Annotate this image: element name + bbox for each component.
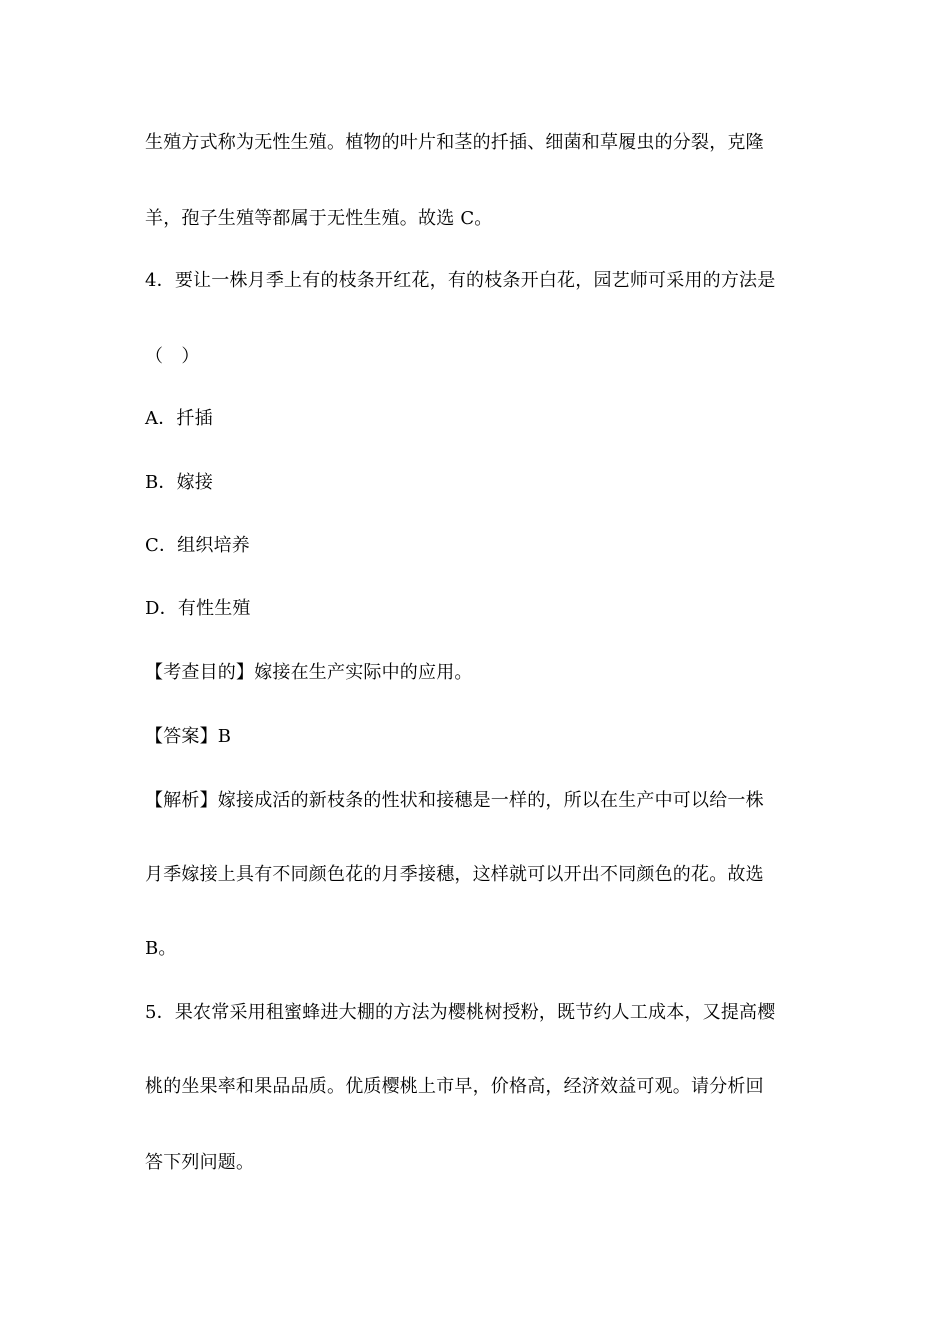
text-line-answer-conclusion: 羊，孢子生殖等都属于无性生殖。故选 C。 bbox=[145, 208, 493, 229]
question-4-analysis-line-3: B。 bbox=[145, 938, 177, 959]
question-4-option-a: A．扦插 bbox=[145, 408, 213, 429]
question-5-stem-line-2: 桃的坐果率和果品品质。优质樱桃上市早，价格高，经济效益可观。请分析回 bbox=[145, 1076, 764, 1097]
question-4-option-b: B．嫁接 bbox=[145, 472, 214, 493]
question-5-stem-line-3: 答下列问题。 bbox=[145, 1152, 255, 1173]
question-5-stem-line-1: 5．果农常采用租蜜蜂进大棚的方法为樱桃树授粉，既节约人工成本，又提高樱 bbox=[145, 1002, 776, 1023]
question-4-purpose: 【考查目的】嫁接在生产实际中的应用。 bbox=[145, 662, 473, 683]
question-4-stem: 4．要让一株月季上有的枝条开红花，有的枝条开白花，园艺师可采用的方法是 bbox=[145, 270, 776, 291]
question-4-analysis-line-1: 【解析】嫁接成活的新枝条的性状和接穗是一样的，所以在生产中可以给一株 bbox=[145, 790, 764, 811]
text-line-answer-explanation-continued: 生殖方式称为无性生殖。植物的叶片和茎的扦插、细菌和草履虫的分裂，克隆 bbox=[145, 132, 764, 153]
question-4-analysis-line-2: 月季嫁接上具有不同颜色花的月季接穗，这样就可以开出不同颜色的花。故选 bbox=[145, 864, 764, 885]
question-4-blank: （ ） bbox=[145, 346, 200, 367]
question-4-option-d: D．有性生殖 bbox=[145, 598, 251, 619]
question-4-option-c: C．组织培养 bbox=[145, 535, 250, 556]
question-4-answer: 【答案】B bbox=[145, 726, 232, 747]
